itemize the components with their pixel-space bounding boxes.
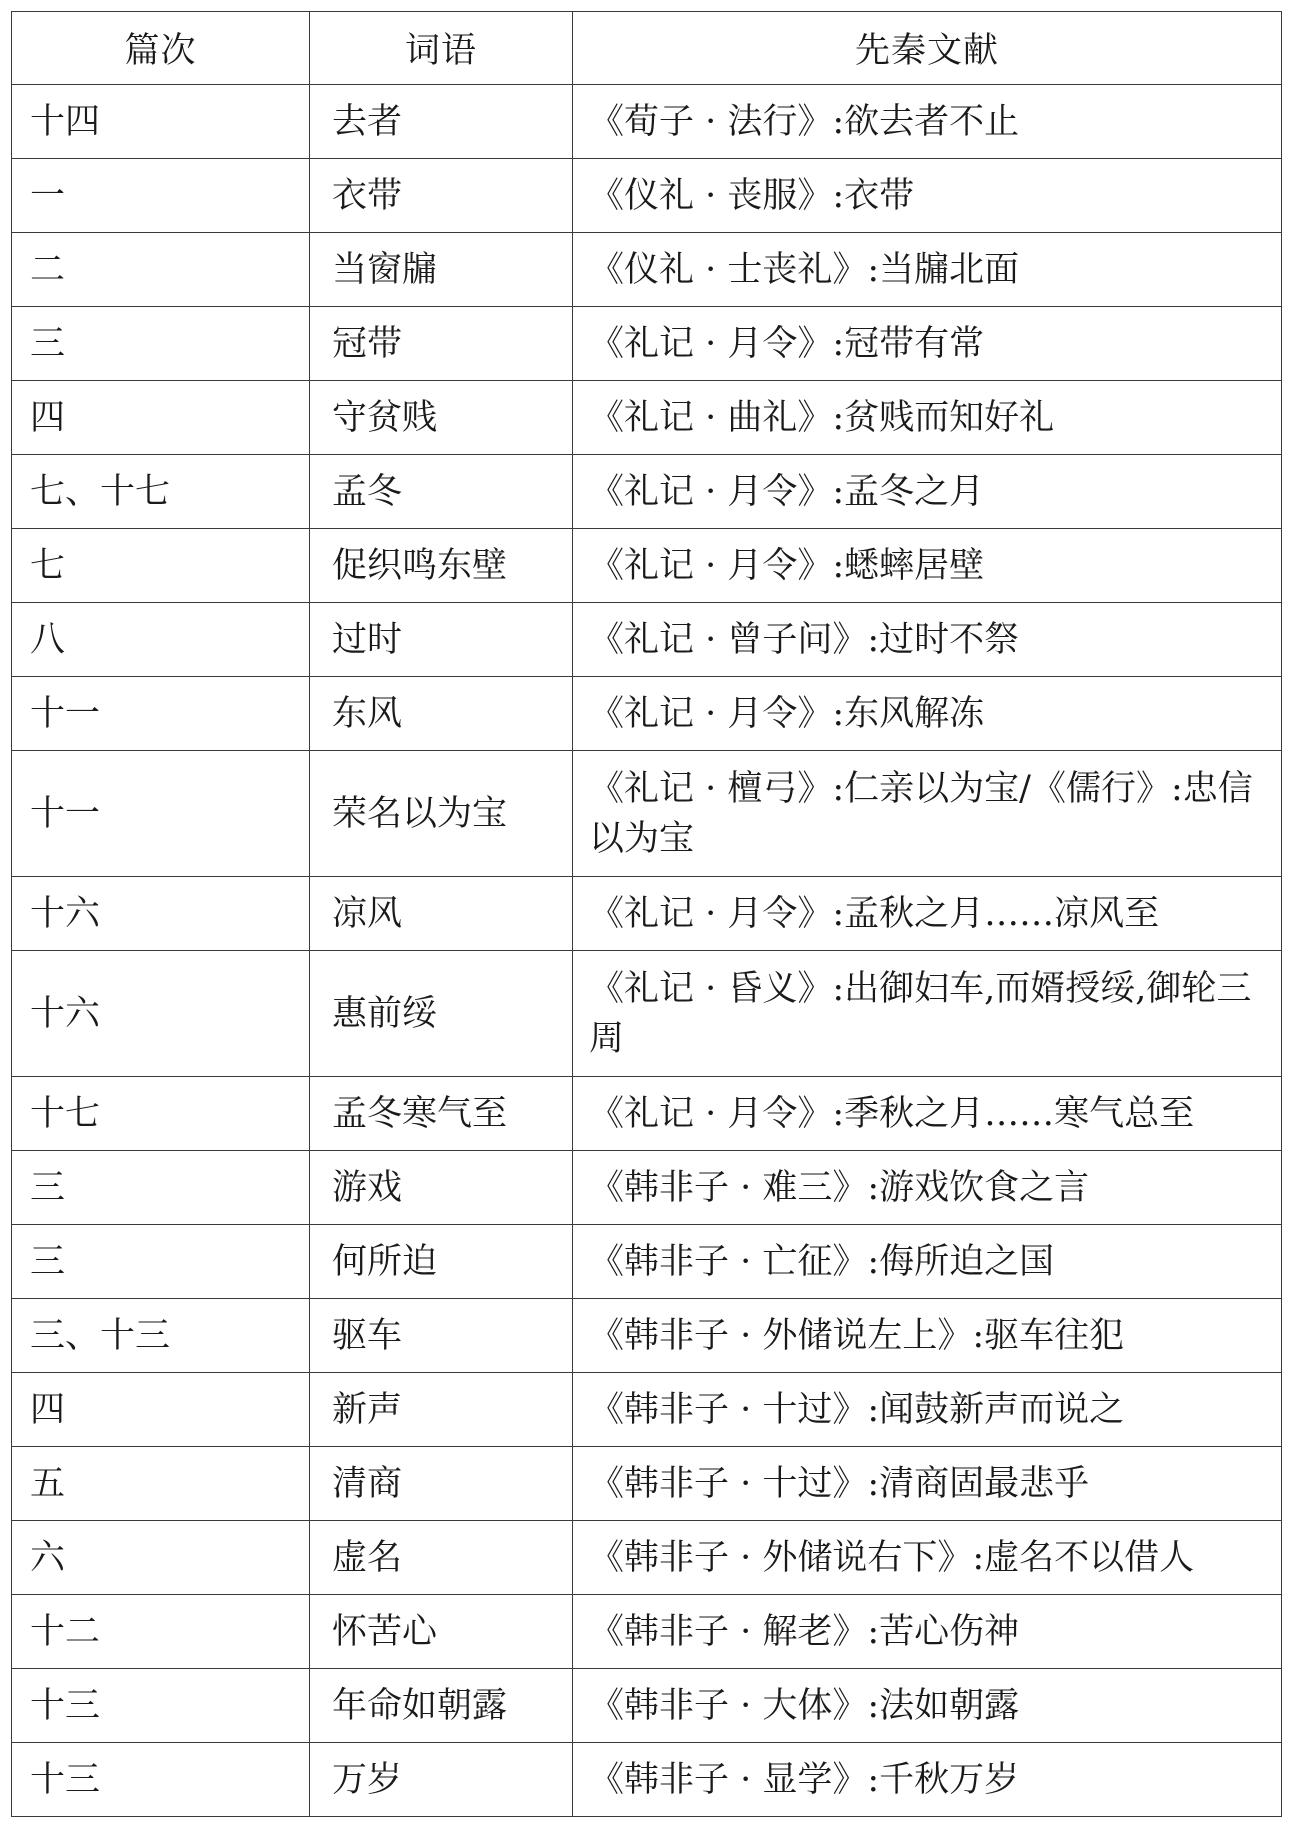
table-row	[12, 85, 1282, 159]
cell-source: 《韩非子 · 大体》:法如朝露	[573, 1669, 1282, 1743]
cell-chapter: 三、十三	[12, 1299, 310, 1373]
cell-chapter: 十六	[12, 951, 310, 1077]
cell-source: 《韩非子 · 外储说左上》:驱车往犯	[573, 1299, 1282, 1373]
cell-source: 《礼记 · 月令》:冠带有常	[573, 307, 1282, 381]
cell-chapter: 四	[12, 1373, 310, 1447]
cell-chapter: 十二	[12, 1595, 310, 1669]
table-row	[12, 1299, 1282, 1373]
header-row	[12, 12, 1282, 85]
table-row	[12, 951, 1282, 1077]
table-row	[12, 1595, 1282, 1669]
cell-source: 《韩非子 · 难三》:游戏饮食之言	[573, 1151, 1282, 1225]
table-row	[12, 455, 1282, 529]
cell-term: 当窗牖	[310, 233, 573, 307]
cell-term: 守贫贱	[310, 381, 573, 455]
header-source: 先秦文献	[573, 12, 1282, 85]
table-row	[12, 1743, 1282, 1817]
cell-term: 年命如朝露	[310, 1669, 573, 1743]
cell-term: 冠带	[310, 307, 573, 381]
cell-source: 《礼记 · 月令》:季秋之月……寒气总至	[573, 1077, 1282, 1151]
cell-term: 孟冬	[310, 455, 573, 529]
table-row	[12, 1373, 1282, 1447]
cell-term: 促织鸣东壁	[310, 529, 573, 603]
cell-chapter: 三	[12, 1151, 310, 1225]
table-row	[12, 381, 1282, 455]
cell-chapter: 十三	[12, 1669, 310, 1743]
cell-term: 何所迫	[310, 1225, 573, 1299]
cell-source: 《礼记 · 昏义》:出御妇车,而婿授绥,御轮三周	[573, 951, 1282, 1077]
cell-source: 《韩非子 · 十过》:清商固最悲乎	[573, 1447, 1282, 1521]
table-row	[12, 677, 1282, 751]
cell-chapter: 五	[12, 1447, 310, 1521]
cell-source: 《礼记 · 月令》:孟秋之月……凉风至	[573, 877, 1282, 951]
cell-term: 新声	[310, 1373, 573, 1447]
cell-chapter: 十一	[12, 751, 310, 877]
table-row	[12, 1225, 1282, 1299]
cell-term: 荣名以为宝	[310, 751, 573, 877]
cell-term: 东风	[310, 677, 573, 751]
cell-chapter: 八	[12, 603, 310, 677]
cell-term: 驱车	[310, 1299, 573, 1373]
cell-chapter: 三	[12, 307, 310, 381]
cell-term: 凉风	[310, 877, 573, 951]
cell-source: 《韩非子 · 十过》:闻鼓新声而说之	[573, 1373, 1282, 1447]
cell-source: 《韩非子 · 外储说右下》:虚名不以借人	[573, 1521, 1282, 1595]
cell-source: 《礼记 · 月令》:孟冬之月	[573, 455, 1282, 529]
table-row	[12, 877, 1282, 951]
reference-table	[11, 11, 1282, 1817]
cell-term: 清商	[310, 1447, 573, 1521]
table-row	[12, 1151, 1282, 1225]
cell-chapter: 十三	[12, 1743, 310, 1817]
cell-source: 《礼记 · 月令》:东风解冻	[573, 677, 1282, 751]
cell-chapter: 七	[12, 529, 310, 603]
cell-term: 过时	[310, 603, 573, 677]
cell-chapter: 七、十七	[12, 455, 310, 529]
table-row	[12, 159, 1282, 233]
cell-term: 游戏	[310, 1151, 573, 1225]
table-row	[12, 1077, 1282, 1151]
cell-chapter: 十六	[12, 877, 310, 951]
cell-source: 《韩非子 · 亡征》:侮所迫之国	[573, 1225, 1282, 1299]
cell-term: 惠前绥	[310, 951, 573, 1077]
cell-chapter: 十七	[12, 1077, 310, 1151]
cell-source: 《礼记 · 月令》:蟋蟀居壁	[573, 529, 1282, 603]
cell-source: 《仪礼 · 士丧礼》:当牖北面	[573, 233, 1282, 307]
table-row	[12, 233, 1282, 307]
table-row	[12, 1447, 1282, 1521]
table-row	[12, 307, 1282, 381]
cell-source: 《韩非子 · 解老》:苦心伤神	[573, 1595, 1282, 1669]
cell-chapter: 六	[12, 1521, 310, 1595]
cell-source: 《韩非子 · 显学》:千秋万岁	[573, 1743, 1282, 1817]
cell-source: 《荀子 · 法行》:欲去者不止	[573, 85, 1282, 159]
table-row	[12, 603, 1282, 677]
header-term: 词语	[310, 12, 573, 85]
cell-chapter: 十一	[12, 677, 310, 751]
cell-term: 怀苦心	[310, 1595, 573, 1669]
cell-chapter: 二	[12, 233, 310, 307]
cell-source: 《礼记 · 曲礼》:贫贱而知好礼	[573, 381, 1282, 455]
table-row	[12, 751, 1282, 877]
cell-term: 去者	[310, 85, 573, 159]
header-chapter: 篇次	[12, 12, 310, 85]
cell-term: 衣带	[310, 159, 573, 233]
cell-chapter: 三	[12, 1225, 310, 1299]
cell-source: 《礼记 · 曾子问》:过时不祭	[573, 603, 1282, 677]
cell-term: 虚名	[310, 1521, 573, 1595]
cell-term: 孟冬寒气至	[310, 1077, 573, 1151]
table-row	[12, 1669, 1282, 1743]
cell-source: 《仪礼 · 丧服》:衣带	[573, 159, 1282, 233]
cell-source: 《礼记 · 檀弓》:仁亲以为宝/《儒行》:忠信以为宝	[573, 751, 1282, 877]
table-row	[12, 529, 1282, 603]
cell-chapter: 一	[12, 159, 310, 233]
table-row	[12, 1521, 1282, 1595]
cell-chapter: 十四	[12, 85, 310, 159]
cell-term: 万岁	[310, 1743, 573, 1817]
cell-chapter: 四	[12, 381, 310, 455]
